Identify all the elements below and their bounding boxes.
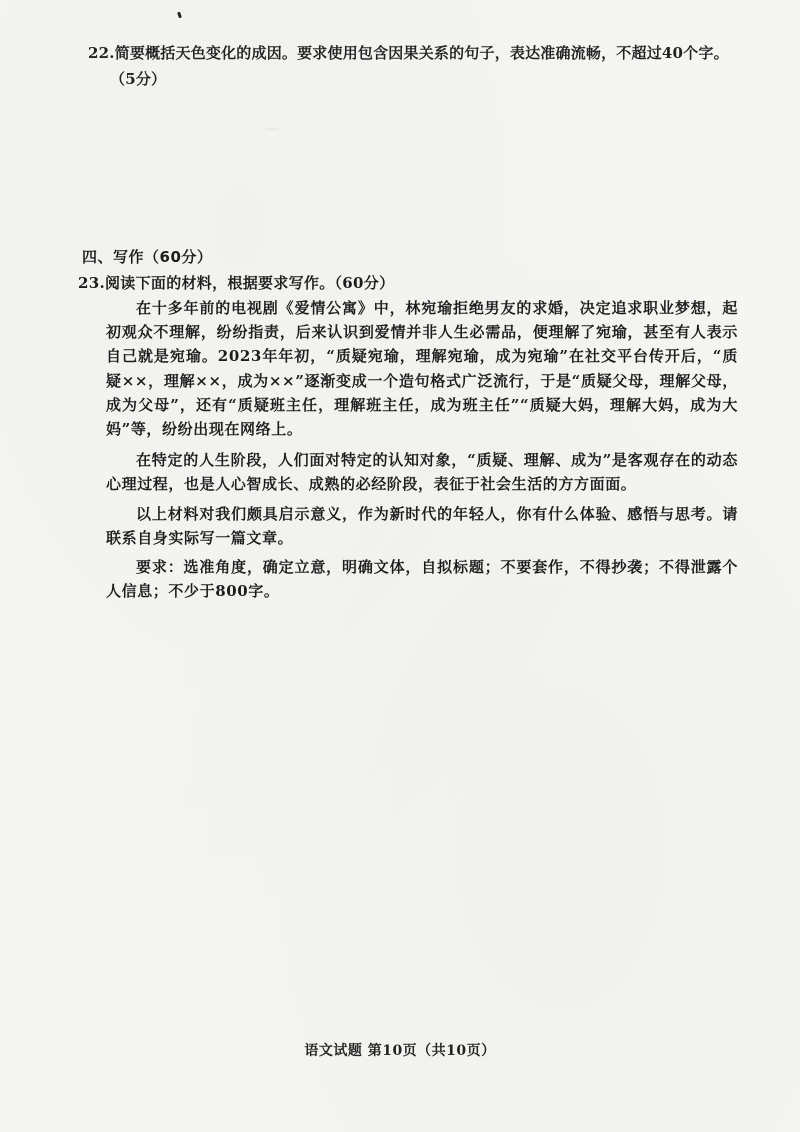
bleed-through-text (80, 745, 720, 765)
bleed-through-text (80, 700, 720, 720)
material-paragraph: 在特定的人生阶段，人们面对特定的认知对象，“质疑、理解、成为”是客观存在的动态心理过程，也是人心智成长、成熟的必经阶段，表征于社会生活的方方面面。 (106, 451, 738, 494)
bleed-through-text (80, 830, 720, 850)
bleed-through-text (80, 660, 720, 680)
question-22 (88, 40, 768, 92)
bleed-through-text (80, 620, 720, 640)
bleed-through-text (360, 196, 660, 216)
bleed-through-text (150, 145, 710, 165)
section-writing-heading: 四、写作（60分） (82, 248, 213, 266)
question-22-score: （5分） (110, 70, 167, 88)
question-23-title: 23.阅读下面的材料，根据要求写作。（60分） (78, 274, 395, 292)
material-paragraph: 在十多年前的电视剧《爱情公寓》中，林宛瑜拒绝男友的求婚，决定追求职业梦想，起初观众不理解，纷纷指责，后来认识到爱情并非人生必需品，便理解了宛瑜，甚至有人表示自己就是宛瑜。2023年年初，“质疑宛瑜，理解宛瑜，成为宛瑜”在社交平台传开后，“质疑××，理解××，成为××”逐渐变成一个造句格式广泛流行，于是“质疑父母，理解父母，成为父母”，还有“质疑班主任，理解班主任，成为班主任”“质疑大妈，理解大妈，成为大妈”等，纷纷出现在网络上。 (106, 299, 738, 439)
writing-prompt-paragraph: 以上材料对我们颇具启示意义，作为新时代的年轻人，你有什么体验、感悟与思考。请联系自身实际写一篇文章。 (106, 504, 738, 547)
question-22-text: 22.简要概括天色变化的成因。要求使用包含因果关系的句子，表达准确流畅，不超过40个字。 (88, 44, 729, 62)
writing-requirements-paragraph: 要求：选准角度，确定立意，明确文体，自拟标题；不要套作，不得抄袭；不得泄露个人信息；不少于800字。 (106, 558, 738, 601)
ink-speck (177, 12, 182, 19)
bleed-through-text: — (160, 121, 460, 137)
question-23-material (106, 296, 738, 603)
page-footer: 语文试题 第10页（共10页） (304, 1043, 496, 1059)
